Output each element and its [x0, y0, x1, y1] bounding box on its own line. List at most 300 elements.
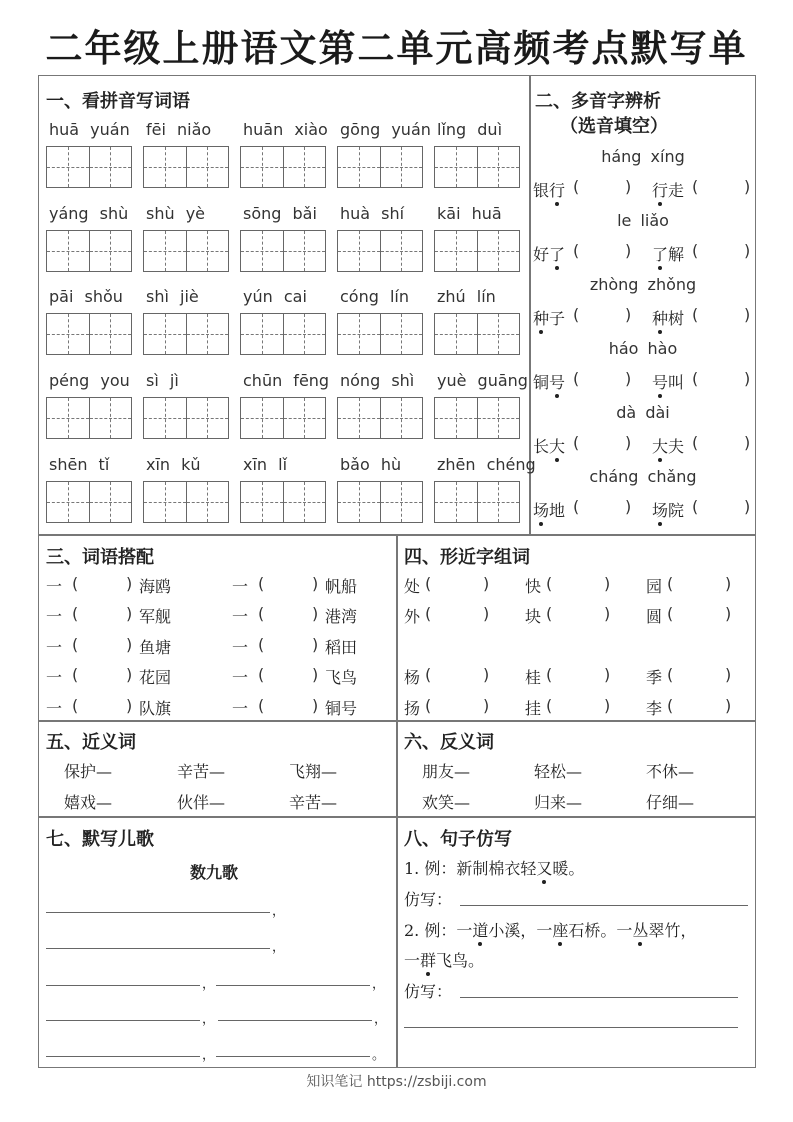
- example-2-part: 一: [456, 921, 473, 940]
- pinyin-label: huà shí: [340, 204, 405, 223]
- example-1: [404, 856, 584, 879]
- pinyin-label: cóng lín: [340, 287, 409, 306]
- dotted-char: 号: [549, 370, 565, 393]
- poem-punct: ，: [372, 977, 386, 992]
- polyphone-pinyin: dà dài: [616, 403, 670, 422]
- poem-line-input[interactable]: [46, 1056, 200, 1057]
- writing-grid[interactable]: [143, 230, 229, 272]
- answer-blank[interactable]: [82, 574, 122, 594]
- pinyin-label: huā yuán: [49, 120, 130, 139]
- paren-open: (: [425, 574, 432, 593]
- answer-blank[interactable]: [82, 696, 122, 716]
- grid-cell[interactable]: [435, 482, 478, 522]
- grid-cell[interactable]: [47, 398, 90, 438]
- word-part: 叫: [668, 373, 685, 392]
- match-prefix: 一: [232, 668, 249, 687]
- grid-cell[interactable]: [144, 147, 187, 187]
- paren-close: ): [625, 433, 632, 452]
- writing-grid[interactable]: [434, 481, 520, 523]
- paren-open: (: [692, 305, 699, 324]
- pinyin-label: yún cai: [243, 287, 307, 306]
- similar-char: 李: [646, 699, 663, 718]
- answer-blank[interactable]: [702, 305, 732, 325]
- grid-cell[interactable]: [338, 147, 381, 187]
- match-word: 花园: [139, 668, 172, 687]
- grid-cell[interactable]: [338, 482, 381, 522]
- poem-punct: 。: [372, 1048, 386, 1063]
- dotted-char: 种: [652, 306, 668, 329]
- word-part: 子: [549, 309, 566, 328]
- answer-blank[interactable]: [678, 604, 718, 624]
- paren-open: (: [258, 604, 265, 623]
- answer-blank[interactable]: [82, 665, 122, 685]
- grid-cell[interactable]: [241, 147, 284, 187]
- polyphone-pinyin: háo hào: [608, 339, 678, 358]
- answer-blank[interactable]: [436, 665, 476, 685]
- match-prefix: 一: [232, 577, 249, 596]
- paren-close: ): [625, 177, 632, 196]
- synonym-item[interactable]: 飞翔—: [289, 762, 338, 781]
- section7-frame: [38, 816, 398, 1068]
- grid-cell[interactable]: [144, 398, 187, 438]
- grid-cell[interactable]: [90, 314, 132, 354]
- writing-grid[interactable]: [337, 146, 423, 188]
- answer-blank[interactable]: [583, 497, 613, 517]
- paren-close: ): [625, 497, 632, 516]
- pinyin-label: shēn tǐ: [49, 455, 110, 474]
- poem-line-input[interactable]: [216, 985, 370, 986]
- writing-grid[interactable]: [434, 146, 520, 188]
- section8-frame: [396, 816, 756, 1068]
- paren-open: (: [573, 369, 580, 388]
- similar-char: 快: [525, 577, 542, 596]
- poem-punct: ，: [202, 1012, 216, 1027]
- similar-char: 桂: [525, 668, 542, 687]
- answer-blank[interactable]: [557, 696, 597, 716]
- match-prefix: 一: [46, 668, 63, 687]
- antonym-item[interactable]: 仔细—: [646, 793, 695, 812]
- answer-blank[interactable]: [436, 574, 476, 594]
- poem-punct: ，: [374, 1012, 388, 1027]
- match-prefix: 一: [232, 699, 249, 718]
- dotted-char: 行: [652, 178, 668, 201]
- grid-cell[interactable]: [435, 314, 478, 354]
- paren-open: (: [258, 665, 265, 684]
- writing-grid[interactable]: [434, 230, 520, 272]
- footer-watermark: 知识笔记 https://zsbiji.com: [306, 1074, 487, 1090]
- paren-open: (: [692, 241, 699, 260]
- grid-cell[interactable]: [90, 147, 132, 187]
- word-part: 夫: [668, 437, 685, 456]
- section6-heading: 六、反义词: [404, 732, 494, 753]
- dotted-char: 行: [549, 178, 565, 201]
- section4-heading: 四、形近字组词: [404, 547, 530, 568]
- similar-char: 处: [404, 577, 421, 596]
- synonym-item[interactable]: 保护—: [64, 762, 113, 781]
- grid-cell[interactable]: [47, 147, 90, 187]
- answer-blank[interactable]: [268, 665, 308, 685]
- grid-cell[interactable]: [338, 314, 381, 354]
- polyphone-word: [533, 370, 565, 393]
- grid-cell[interactable]: [144, 314, 187, 354]
- answer-blank[interactable]: [268, 574, 308, 594]
- antonym-item[interactable]: 轻松—: [534, 762, 583, 781]
- pinyin-label: pāi shǒu: [49, 287, 123, 306]
- answer-blank[interactable]: [583, 369, 613, 389]
- grid-cell[interactable]: [478, 147, 520, 187]
- writing-grid[interactable]: [434, 313, 520, 355]
- paren-close: ): [126, 635, 133, 654]
- dotted-char: 种: [533, 306, 549, 329]
- grid-cell[interactable]: [90, 398, 132, 438]
- writing-grid[interactable]: [240, 481, 326, 523]
- match-word: 稻田: [325, 638, 358, 657]
- answer-blank[interactable]: [702, 433, 732, 453]
- polyphone-word: [533, 434, 565, 457]
- poem-line-input[interactable]: [218, 1020, 372, 1021]
- similar-char: 圆: [646, 607, 663, 626]
- polyphone-word: [652, 498, 684, 521]
- grid-cell[interactable]: [90, 482, 132, 522]
- dotted-char: 大: [652, 434, 668, 457]
- answer-blank[interactable]: [702, 241, 732, 261]
- paren-close: ): [744, 177, 751, 196]
- answer-blank[interactable]: [583, 177, 613, 197]
- pinyin-label: yáng shù: [49, 204, 129, 223]
- pinyin-label: lǐng duì: [437, 120, 503, 139]
- paren-open: (: [573, 305, 580, 324]
- grid-cell[interactable]: [478, 482, 520, 522]
- section7-heading: 七、默写儿歌: [46, 829, 154, 850]
- section3-heading: 三、词语搭配: [46, 547, 154, 568]
- answer-blank[interactable]: [82, 604, 122, 624]
- grid-cell[interactable]: [284, 147, 326, 187]
- match-word: 鱼塘: [139, 638, 172, 657]
- paren-open: (: [425, 604, 432, 623]
- example-2-dotted: 丛: [632, 918, 648, 941]
- example-1-label: 1. 例：: [404, 859, 457, 878]
- pinyin-label: shù yè: [146, 204, 206, 223]
- writing-grid[interactable]: [143, 313, 229, 355]
- paren-close: ): [744, 305, 751, 324]
- writing-grid[interactable]: [46, 230, 132, 272]
- word-part: 走: [668, 181, 685, 200]
- writing-grid[interactable]: [337, 397, 423, 439]
- imitate-input-3[interactable]: [404, 1027, 738, 1028]
- antonym-item[interactable]: 归来—: [534, 793, 583, 812]
- writing-grid[interactable]: [337, 230, 423, 272]
- writing-grid[interactable]: [337, 313, 423, 355]
- grid-cell[interactable]: [187, 314, 229, 354]
- polyphone-word: [533, 178, 565, 201]
- answer-blank[interactable]: [583, 241, 613, 261]
- grid-cell[interactable]: [47, 314, 90, 354]
- polyphone-word: [652, 306, 684, 329]
- writing-grid[interactable]: [240, 230, 326, 272]
- synonym-item[interactable]: 嬉戏—: [64, 793, 113, 812]
- match-word: 军舰: [139, 607, 172, 626]
- similar-char: 扬: [404, 699, 421, 718]
- grid-cell[interactable]: [381, 398, 423, 438]
- grid-cell[interactable]: [241, 482, 284, 522]
- paren-close: ): [744, 433, 751, 452]
- answer-blank[interactable]: [268, 604, 308, 624]
- similar-char: 块: [525, 607, 542, 626]
- paren-close: ): [483, 604, 490, 623]
- word-part: 院: [668, 501, 685, 520]
- pinyin-label: sōng bǎi: [243, 204, 317, 223]
- grid-cell[interactable]: [241, 314, 284, 354]
- paren-close: ): [725, 696, 732, 715]
- answer-blank[interactable]: [436, 696, 476, 716]
- paren-close: ): [625, 369, 632, 388]
- answer-blank[interactable]: [678, 665, 718, 685]
- writing-grid[interactable]: [337, 481, 423, 523]
- imitate-input-1[interactable]: [460, 905, 748, 906]
- match-prefix: 一: [46, 607, 63, 626]
- answer-blank[interactable]: [583, 305, 613, 325]
- poem-punct: ，: [272, 940, 286, 955]
- grid-cell[interactable]: [435, 147, 478, 187]
- answer-blank[interactable]: [583, 433, 613, 453]
- pinyin-label: shì jiè: [146, 287, 199, 306]
- polyphone-word: [533, 498, 565, 521]
- paren-open: (: [546, 696, 553, 715]
- grid-cell[interactable]: [284, 398, 326, 438]
- grid-cell[interactable]: [47, 482, 90, 522]
- answer-blank[interactable]: [268, 635, 308, 655]
- answer-blank[interactable]: [557, 574, 597, 594]
- pinyin-label: sì jì: [146, 371, 179, 390]
- imitate-label-1: 仿写：: [404, 890, 453, 909]
- paren-close: ): [725, 574, 732, 593]
- paren-close: ): [625, 241, 632, 260]
- polyphone-word: [652, 434, 684, 457]
- grid-cell[interactable]: [381, 482, 423, 522]
- grid-cell[interactable]: [90, 231, 132, 271]
- paren-open: (: [573, 433, 580, 452]
- writing-grid[interactable]: [46, 313, 132, 355]
- grid-cell[interactable]: [187, 482, 229, 522]
- dotted-char: 了: [549, 242, 565, 265]
- paren-open: (: [667, 604, 674, 623]
- writing-grid[interactable]: [240, 146, 326, 188]
- answer-blank[interactable]: [678, 574, 718, 594]
- example-2-part: 翠竹，: [648, 921, 697, 940]
- paren-open: (: [546, 574, 553, 593]
- writing-grid[interactable]: [46, 397, 132, 439]
- dotted-char: 大: [549, 434, 565, 457]
- paren-open: (: [667, 696, 674, 715]
- polyphone-word: [533, 306, 565, 329]
- poem-title: 数九歌: [190, 863, 239, 882]
- writing-grid[interactable]: [240, 313, 326, 355]
- paren-close: ): [312, 696, 319, 715]
- grid-cell[interactable]: [478, 314, 520, 354]
- grid-cell[interactable]: [478, 231, 520, 271]
- pinyin-label: xīn kǔ: [146, 455, 201, 474]
- paren-open: (: [573, 177, 580, 196]
- paren-close: ): [744, 369, 751, 388]
- pinyin-label: bǎo hù: [340, 455, 402, 474]
- paren-close: ): [312, 665, 319, 684]
- paren-open: (: [573, 497, 580, 516]
- match-prefix: 一: [232, 607, 249, 626]
- paren-open: (: [692, 433, 699, 452]
- word-part: 解: [668, 245, 685, 264]
- paren-open: (: [692, 177, 699, 196]
- paren-open: (: [72, 696, 79, 715]
- grid-cell[interactable]: [338, 231, 381, 271]
- paren-close: ): [604, 574, 611, 593]
- section1-heading: 一、看拼音写词语: [46, 91, 190, 112]
- imitate-input-2[interactable]: [460, 997, 738, 998]
- antonym-item[interactable]: 不休—: [646, 762, 695, 781]
- paren-close: ): [604, 604, 611, 623]
- grid-cell[interactable]: [338, 398, 381, 438]
- poem-punct: ，: [202, 977, 216, 992]
- grid-cell[interactable]: [478, 398, 520, 438]
- similar-char: 外: [404, 607, 421, 626]
- paren-open: (: [425, 665, 432, 684]
- grid-cell[interactable]: [187, 147, 229, 187]
- grid-cell[interactable]: [144, 482, 187, 522]
- example-1-pre: 新制棉衣轻: [456, 859, 537, 878]
- pinyin-label: nóng shì: [340, 371, 415, 390]
- writing-grid[interactable]: [240, 397, 326, 439]
- pinyin-label: xīn lǐ: [243, 455, 288, 474]
- paren-close: ): [126, 696, 133, 715]
- writing-grid[interactable]: [143, 146, 229, 188]
- grid-cell[interactable]: [47, 231, 90, 271]
- paren-close: ): [725, 604, 732, 623]
- paren-open: (: [546, 665, 553, 684]
- example-2-dotted: 道: [472, 918, 488, 941]
- polyphone-pinyin: cháng chǎng: [589, 467, 697, 486]
- word-part: 树: [668, 309, 685, 328]
- grid-cell[interactable]: [187, 231, 229, 271]
- paren-open: (: [72, 635, 79, 654]
- antonym-item[interactable]: 朋友—: [422, 762, 471, 781]
- example-2-part: 石桥。一: [568, 921, 633, 940]
- paren-close: ): [483, 665, 490, 684]
- answer-blank[interactable]: [557, 665, 597, 685]
- section2-heading: 二、多音字辨析: [535, 91, 661, 112]
- match-word: 港湾: [325, 607, 358, 626]
- grid-cell[interactable]: [284, 314, 326, 354]
- paren-open: (: [258, 635, 265, 654]
- answer-blank[interactable]: [82, 635, 122, 655]
- paren-open: (: [573, 241, 580, 260]
- poem-line-input[interactable]: [46, 948, 270, 949]
- poem-line-input[interactable]: [46, 985, 200, 986]
- match-prefix: 一: [232, 638, 249, 657]
- pinyin-label: huān xiào: [243, 120, 328, 139]
- match-prefix: 一: [46, 699, 63, 718]
- grid-cell[interactable]: [284, 231, 326, 271]
- grid-cell[interactable]: [241, 231, 284, 271]
- imitate-label-2: 仿写：: [404, 982, 453, 1001]
- paren-close: ): [312, 604, 319, 623]
- match-word: 队旗: [139, 699, 172, 718]
- poem-line-input[interactable]: [46, 912, 270, 913]
- paren-open: (: [258, 574, 265, 593]
- paren-open: (: [692, 497, 699, 516]
- antonym-item[interactable]: 欢笑—: [422, 793, 471, 812]
- word-part: 好: [533, 245, 550, 264]
- answer-blank[interactable]: [436, 604, 476, 624]
- grid-cell[interactable]: [435, 231, 478, 271]
- similar-char: 杨: [404, 668, 421, 687]
- match-prefix: 一: [46, 638, 63, 657]
- dotted-char: 了: [652, 242, 668, 265]
- pinyin-label: chūn fēng: [243, 371, 330, 390]
- grid-cell[interactable]: [381, 314, 423, 354]
- pinyin-label: fēi niǎo: [146, 120, 212, 139]
- answer-blank[interactable]: [268, 696, 308, 716]
- writing-grid[interactable]: [143, 481, 229, 523]
- similar-char: 挂: [525, 699, 542, 718]
- writing-grid[interactable]: [46, 481, 132, 523]
- poem-line-input[interactable]: [46, 1020, 200, 1021]
- poem-line-input[interactable]: [216, 1056, 370, 1057]
- writing-grid[interactable]: [143, 397, 229, 439]
- paren-open: (: [72, 574, 79, 593]
- pinyin-label: gōng yuán: [340, 120, 431, 139]
- grid-cell[interactable]: [284, 482, 326, 522]
- grid-cell[interactable]: [435, 398, 478, 438]
- poem-punct: ，: [272, 904, 286, 919]
- paren-close: ): [604, 696, 611, 715]
- word-part: 铜: [533, 373, 550, 392]
- answer-blank[interactable]: [702, 177, 732, 197]
- writing-grid[interactable]: [46, 146, 132, 188]
- answer-blank[interactable]: [702, 369, 732, 389]
- answer-blank[interactable]: [678, 696, 718, 716]
- word-part: 长: [533, 437, 550, 456]
- match-word: 飞鸟: [325, 668, 358, 687]
- answer-blank[interactable]: [702, 497, 732, 517]
- example-2-line2: [404, 948, 484, 971]
- paren-close: ): [744, 241, 751, 260]
- grid-cell[interactable]: [187, 398, 229, 438]
- synonym-item[interactable]: 伙伴—: [177, 793, 226, 812]
- word-part: 地: [549, 501, 566, 520]
- polyphone-pinyin: le liǎo: [617, 211, 669, 230]
- example-2: [404, 918, 696, 941]
- dotted-char: 场: [652, 498, 668, 521]
- match-prefix: 一: [46, 577, 63, 596]
- word-part: 银: [533, 181, 550, 200]
- example-2-part: 小溪，一: [488, 921, 553, 940]
- section5-heading: 五、近义词: [46, 732, 136, 753]
- answer-blank[interactable]: [557, 604, 597, 624]
- paren-open: (: [692, 369, 699, 388]
- similar-char: 园: [646, 577, 663, 596]
- writing-grid[interactable]: [434, 397, 520, 439]
- paren-open: (: [425, 696, 432, 715]
- synonym-item[interactable]: 辛苦—: [177, 762, 226, 781]
- grid-cell[interactable]: [144, 231, 187, 271]
- grid-cell[interactable]: [381, 231, 423, 271]
- synonym-item[interactable]: 辛苦—: [289, 793, 338, 812]
- similar-char: 季: [646, 668, 663, 687]
- grid-cell[interactable]: [381, 147, 423, 187]
- paren-close: ): [725, 665, 732, 684]
- section8-heading: 八、句子仿写: [404, 829, 512, 850]
- match-word: 铜号: [325, 699, 358, 718]
- grid-cell[interactable]: [241, 398, 284, 438]
